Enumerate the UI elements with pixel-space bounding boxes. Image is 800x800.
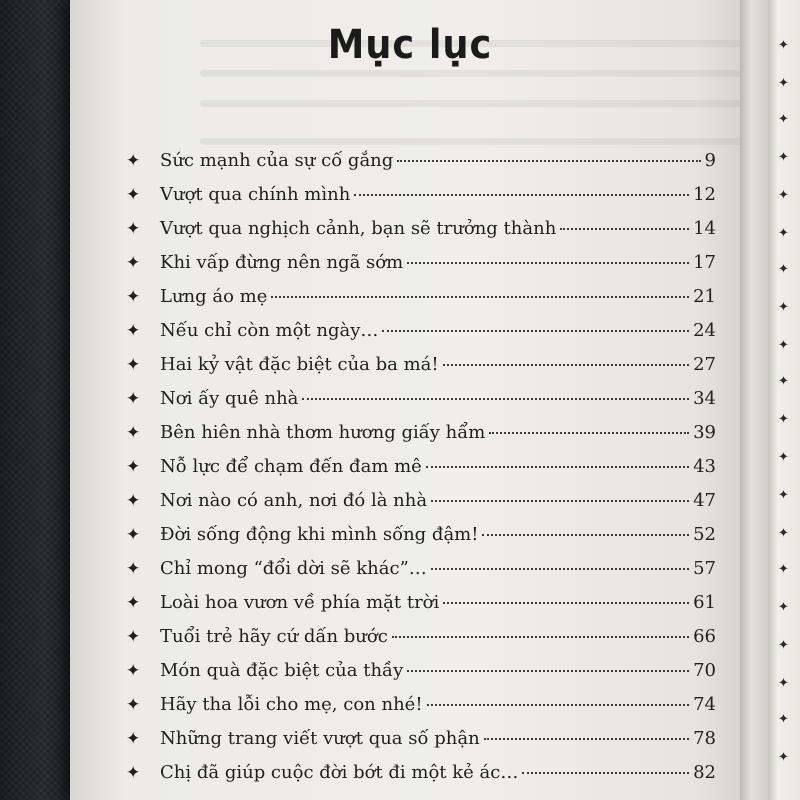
leader-dots — [484, 738, 689, 740]
leader-dots — [354, 194, 689, 196]
leader-dots — [489, 432, 689, 434]
star-bullet-icon: ✦ — [778, 150, 789, 165]
star-bullet-icon: ✦ — [126, 321, 141, 341]
star-bullet-icon: ✦ — [126, 423, 141, 443]
bleed-through-text — [200, 100, 790, 107]
star-bullet-icon: ✦ — [126, 151, 141, 171]
star-bullet-icon: ✦ — [126, 661, 141, 681]
toc-entry — [126, 150, 716, 184]
star-bullet-icon: ✦ — [778, 300, 789, 315]
star-bullet-icon: ✦ — [126, 287, 141, 307]
toc-entry-page: 43 — [693, 456, 716, 477]
star-bullet-icon: ✦ — [778, 638, 789, 653]
page-gutter — [740, 0, 768, 800]
star-bullet-icon: ✦ — [778, 488, 789, 503]
star-bullet-icon: ✦ — [126, 219, 141, 239]
star-bullet-icon: ✦ — [778, 562, 789, 577]
toc-entry-title: Nơi nào có anh, nơi đó là nhà — [160, 490, 428, 511]
toc-entry-page: 52 — [693, 524, 716, 545]
leader-dots — [407, 262, 689, 264]
star-bullet-icon: ✦ — [126, 729, 141, 749]
leader-dots — [431, 500, 689, 502]
star-bullet-icon: ✦ — [126, 525, 141, 545]
leader-dots — [443, 602, 689, 604]
star-bullet-icon: ✦ — [126, 253, 141, 273]
bleed-through-text — [200, 70, 790, 77]
star-bullet-icon: ✦ — [126, 389, 141, 409]
toc-entry-page: 70 — [693, 660, 716, 681]
toc-entry-page: 27 — [693, 354, 716, 375]
toc-entry-title: Sức mạnh của sự cố gắng — [160, 150, 394, 171]
star-bullet-icon: ✦ — [778, 38, 789, 53]
toc-entry-title: Loài hoa vươn về phía mặt trời — [160, 592, 440, 613]
toc-entry — [126, 354, 716, 388]
toc-entry-page: 57 — [693, 558, 716, 579]
bleed-through-text — [200, 138, 790, 145]
star-bullet-icon: ✦ — [126, 695, 141, 715]
leader-dots — [560, 228, 689, 230]
star-bullet-icon: ✦ — [778, 188, 789, 203]
leader-dots — [426, 466, 689, 468]
leader-dots — [443, 364, 689, 366]
toc-entry-page: 82 — [693, 762, 716, 783]
star-bullet-icon: ✦ — [126, 355, 141, 375]
star-bullet-icon: ✦ — [126, 559, 141, 579]
toc-entry-title: Vượt qua nghịch cảnh, bạn sẽ trưởng thành — [160, 218, 557, 239]
star-bullet-icon: ✦ — [778, 676, 789, 691]
toc-entry-page: 34 — [693, 388, 716, 409]
toc-entry — [126, 558, 716, 592]
toc-entry-title: Chỉ mong “đổi dời sẽ khác”… — [160, 558, 427, 579]
toc-entry-page: 14 — [693, 218, 716, 239]
star-bullet-icon: ✦ — [778, 526, 789, 541]
star-bullet-icon: ✦ — [778, 412, 789, 427]
toc-entry — [126, 184, 716, 218]
toc-entry-title: Hai kỷ vật đặc biệt của ba má! — [160, 354, 439, 375]
leader-dots — [427, 704, 690, 706]
toc-entry-page: 9 — [704, 150, 716, 171]
star-bullet-icon: ✦ — [778, 76, 789, 91]
star-bullet-icon: ✦ — [778, 600, 789, 615]
toc-entry-title: Nỗ lực để chạm đến đam mê — [160, 456, 422, 477]
toc-entry-title: Bên hiên nhà thơm hương giấy hẩm — [160, 422, 486, 443]
star-bullet-icon: ✦ — [778, 262, 789, 277]
toc-entry — [126, 592, 716, 626]
leader-dots — [407, 670, 689, 672]
toc-entry-page: 39 — [693, 422, 716, 443]
leader-dots — [522, 772, 689, 774]
toc-entry — [126, 694, 716, 728]
toc-entry — [126, 252, 716, 286]
toc-entry — [126, 762, 716, 796]
toc-entry — [126, 320, 716, 354]
star-bullet-icon: ✦ — [778, 226, 789, 241]
star-bullet-icon: ✦ — [126, 491, 141, 511]
toc-entry — [126, 524, 716, 558]
star-bullet-icon: ✦ — [778, 338, 789, 353]
toc-entry — [126, 490, 716, 524]
toc-entry-page: 78 — [693, 728, 716, 749]
toc-entry-page: 17 — [693, 252, 716, 273]
toc-entry-title: Tuổi trẻ hãy cứ dấn bước — [160, 626, 388, 647]
toc-entry-title: Vượt qua chính mình — [160, 184, 351, 205]
toc-entry-title: Nơi ấy quê nhà — [160, 388, 299, 409]
toc-entry-page: 24 — [693, 320, 716, 341]
toc-entry-title: Nếu chỉ còn một ngày… — [160, 320, 379, 341]
toc-entry — [126, 388, 716, 422]
fabric-background — [0, 0, 75, 800]
book-page — [70, 0, 750, 800]
star-bullet-icon: ✦ — [126, 593, 141, 613]
toc-entry — [126, 456, 716, 490]
toc-entry-title: Hãy tha lỗi cho mẹ, con nhé! — [160, 694, 423, 715]
star-bullet-icon: ✦ — [778, 712, 789, 727]
toc-entry-page: 12 — [693, 184, 716, 205]
leader-dots — [271, 296, 689, 298]
toc-entry-page: 74 — [693, 694, 716, 715]
toc-entry — [126, 660, 716, 694]
toc-entry-page: 47 — [693, 490, 716, 511]
star-bullet-icon: ✦ — [126, 627, 141, 647]
page-title: Mục lục — [327, 22, 493, 68]
leader-dots — [302, 398, 689, 400]
star-bullet-icon: ✦ — [778, 450, 789, 465]
star-bullet-icon: ✦ — [778, 112, 789, 127]
toc-entry-title: Món quà đặc biệt của thầy — [160, 660, 404, 681]
adjacent-page — [768, 0, 800, 800]
star-bullet-icon: ✦ — [126, 457, 141, 477]
star-bullet-icon: ✦ — [778, 750, 789, 765]
leader-dots — [392, 636, 689, 638]
toc-entry-page: 61 — [693, 592, 716, 613]
star-bullet-icon: ✦ — [126, 185, 141, 205]
toc-entry-page: 21 — [693, 286, 716, 307]
leader-dots — [431, 568, 689, 570]
star-bullet-icon: ✦ — [778, 374, 789, 389]
toc-entry — [126, 286, 716, 320]
star-bullet-icon: ✦ — [126, 763, 141, 783]
leader-dots — [382, 330, 689, 332]
toc-entry — [126, 422, 716, 456]
toc-entry-page: 66 — [693, 626, 716, 647]
toc-entry-title: Lưng áo mẹ — [160, 286, 268, 307]
toc-entry-title: Chị đã giúp cuộc đời bớt đi một kẻ ác… — [160, 762, 519, 783]
toc-entry-title: Khi vấp đừng nên ngã sớm — [160, 252, 404, 273]
toc-entry-title: Những trang viết vượt qua số phận — [160, 728, 480, 749]
toc-entry-title: Đời sống động khi mình sống đậm! — [160, 524, 479, 545]
toc-entry — [126, 626, 716, 660]
leader-dots — [397, 160, 700, 162]
toc-entry — [126, 218, 716, 252]
leader-dots — [482, 534, 689, 536]
toc-entry — [126, 728, 716, 762]
